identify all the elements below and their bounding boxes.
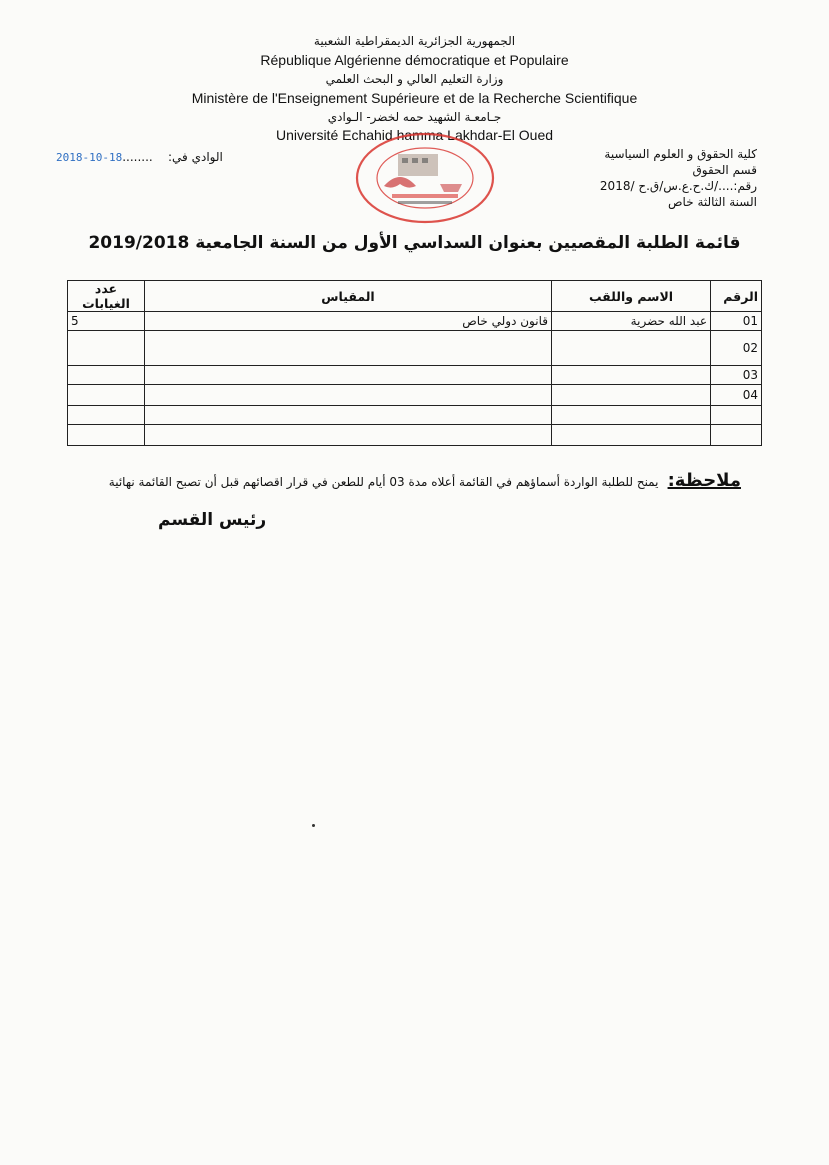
cell-absences [68,425,145,446]
note [109,470,741,491]
cell-number: 02 [711,331,762,366]
republic-arabic: الجمهورية الجزائرية الديمقراطية الشعبية [313,34,516,48]
cell-number [711,406,762,425]
column-header-absences: عدد الغيابات [68,281,145,312]
date-value [56,150,153,164]
table-row [68,385,762,406]
cell-name [552,385,711,406]
cell-name [552,406,711,425]
university-seal-stamp-icon [350,130,500,225]
column-header-name: الاسم واللقب [552,281,711,312]
cell-absences [68,366,145,385]
note-text: يمنح للطلبة الواردة أسماؤهم في القائمة أعلاه مدة 03 أيام للطعن في قرار اقصائهم قبل أن تصبح القائمة نهائية [108,475,659,489]
column-header-number: الرقم [711,281,762,312]
faculty-name: كلية الحقوق و العلوم السياسية [604,147,757,161]
table-row [68,331,762,366]
cell-module [145,425,552,446]
university-arabic: جـامعـة الشهيد حمه لخضر- الـوادي [327,110,502,124]
department-head-signature: رئيس القسم [158,510,267,530]
cell-module [145,366,552,385]
page-title: قائمة الطلبة المقصيين بعنوان السداسي الأول من السنة الجامعية 2019/2018 [88,233,741,253]
republic-french: République Algérienne démocratique et Populaire [260,52,569,68]
cell-name [552,366,711,385]
cell-number [711,425,762,446]
cell-absences [68,385,145,406]
cell-name: عبد الله حضرية [552,312,711,331]
ministry-arabic: وزارة التعليم العالي و البحث العلمي [325,72,504,86]
ministry-french: Ministère de l'Enseignement Supérieure et de la Recherche Scientifique [191,90,638,106]
column-header-module: المقياس [145,281,552,312]
cell-module [145,331,552,366]
cell-number: 04 [711,385,762,406]
cell-number: 03 [711,366,762,385]
cell-number: 01 [711,312,762,331]
university-french: Université Echahid hamma Lakhdar-El Oued [275,127,554,143]
year-level: السنة الثالثة خاص [668,195,757,209]
table-row [68,366,762,385]
note-label: ملاحظة: [667,470,741,491]
cell-absences: 5 [68,312,145,331]
faculty-block [497,146,757,210]
table-row [68,425,762,446]
date-dots: ........ [122,150,153,164]
reference-number: رقم:..../ك.ح.ع.س/ق.ح /2018 [599,179,757,193]
cell-name [552,425,711,446]
cell-module: قانون دولي خاص [145,312,552,331]
table-row [68,312,762,331]
table-row [68,406,762,425]
cell-absences [68,406,145,425]
cell-name [552,331,711,366]
cell-module [145,385,552,406]
table-header-row [68,281,762,312]
excluded-students-table [67,280,762,446]
speck-mark [312,824,315,827]
cell-absences [68,331,145,366]
cell-module [145,406,552,425]
date-stamp: 2018-10-18 [56,151,123,164]
date-label: الوادي في: [168,150,223,164]
department-name: قسم الحقوق [692,163,757,177]
